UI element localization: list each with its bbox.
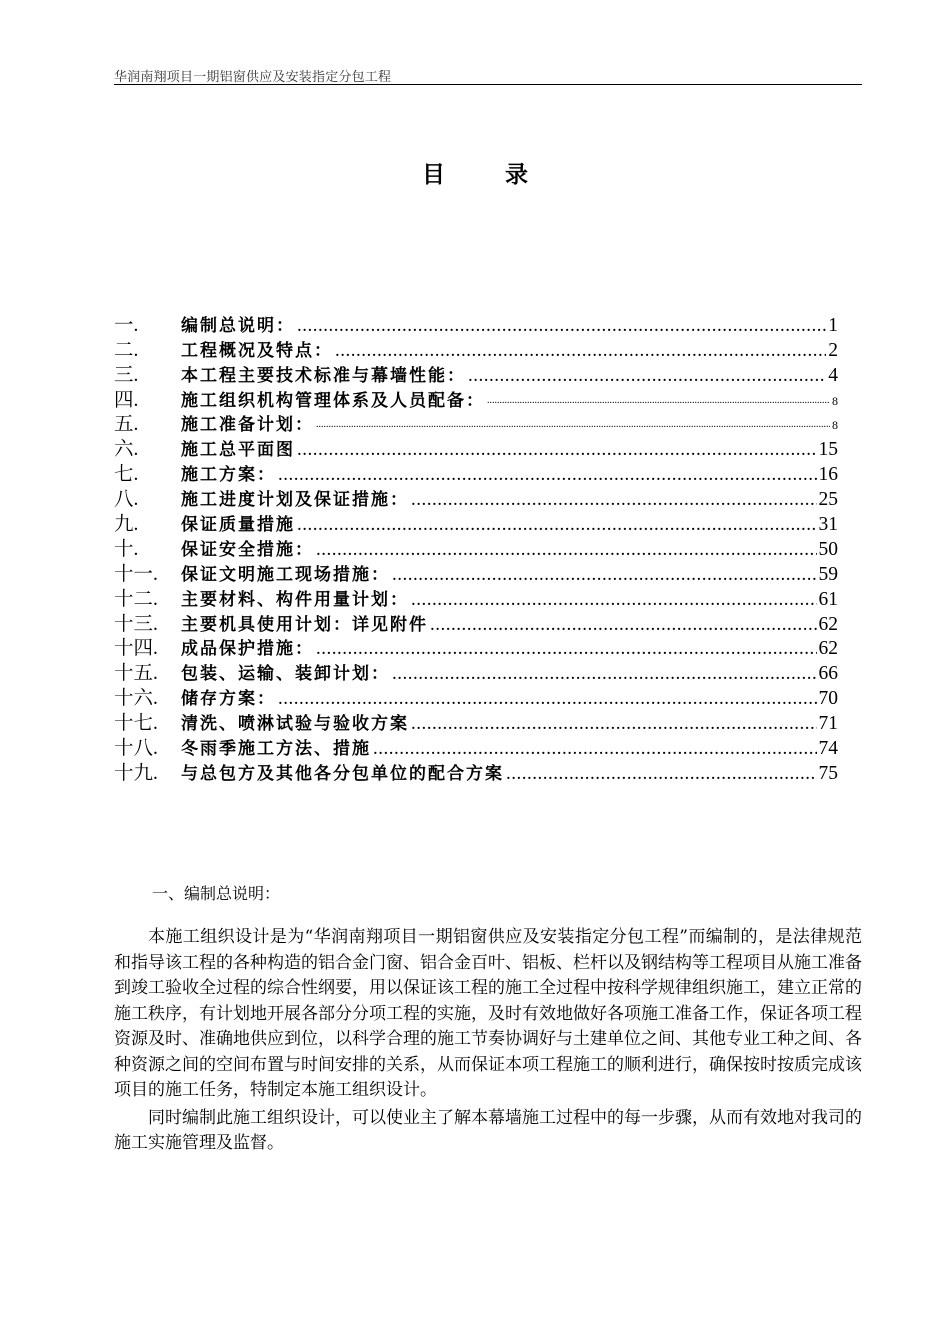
toc-entry-label: 与总包方及其他各分包单位的配合方案 — [181, 763, 504, 784]
toc-dot-leader — [468, 365, 826, 387]
toc-entry[interactable] — [114, 486, 838, 511]
toc-entry-page: 8 — [832, 393, 838, 408]
toc-entry[interactable] — [114, 760, 838, 785]
toc-entry-page: 8 — [832, 418, 838, 433]
toc-entry-page: 59 — [818, 563, 838, 585]
toc-entry-label: 保证文明施工现场措施： — [181, 564, 390, 585]
toc-entry-label: 施工方案： — [181, 465, 276, 486]
toc-entry-number: 五. — [114, 414, 139, 436]
toc-dot-leader — [506, 763, 817, 785]
toc-entry[interactable] — [114, 561, 838, 586]
toc-entry[interactable] — [114, 387, 838, 412]
toc-entry-label: 冬雨季施工方法、措施 — [181, 739, 371, 760]
toc-entry-number: 十二. — [114, 588, 158, 610]
toc-entry-label: 保证安全措施： — [181, 539, 314, 560]
toc-entry-label: 包装、运输、装卸计划： — [181, 664, 390, 685]
toc-dot-leader — [316, 539, 817, 561]
toc-entry-number: 三. — [114, 364, 139, 386]
toc-entry-label: 施工进度计划及保证措施： — [181, 490, 409, 511]
toc-entry-number: 十五. — [114, 663, 158, 685]
body-paragraph: 同时编制此施工组织设计，可以使业主了解本幕墙施工过程中的每一步骤，从而有效地对我司的施工实施管理及监督。 — [114, 1107, 862, 1153]
toc-entry-page: 50 — [818, 538, 838, 560]
toc-entry-page: 16 — [818, 464, 838, 486]
toc-entry[interactable] — [114, 636, 838, 661]
toc-entry-page: 75 — [818, 762, 838, 784]
toc-entry-page: 71 — [818, 713, 838, 735]
toc-entry[interactable] — [114, 312, 838, 337]
toc-entry[interactable] — [114, 461, 838, 486]
toc-entry[interactable] — [114, 511, 838, 536]
toc-dot-leader — [335, 340, 826, 362]
toc-dot-leader — [297, 439, 817, 461]
toc-dot-leader — [297, 514, 817, 536]
toc-dot-leader — [411, 713, 817, 735]
toc-entry-number: 六. — [114, 439, 139, 461]
toc-entry[interactable] — [114, 436, 838, 461]
toc-entry-number: 十一. — [114, 563, 158, 585]
toc-entry-label: 主要机具使用计划：详见附件 — [181, 614, 428, 635]
toc-entry-number: 十八. — [114, 738, 158, 760]
toc-entry[interactable] — [114, 685, 838, 710]
toc-dot-leader — [297, 315, 826, 337]
toc-dot-leader — [430, 614, 817, 636]
toc-entry-page: 2 — [828, 339, 838, 361]
toc-entry-page: 74 — [818, 738, 838, 760]
toc-entry-page: 62 — [818, 638, 838, 660]
toc-dot-leader — [392, 663, 817, 685]
toc-entry-page: 61 — [818, 588, 838, 610]
toc-dot-leader — [278, 464, 817, 486]
page-header — [114, 66, 862, 85]
toc-dot-leader — [487, 390, 830, 412]
toc-dot-leader — [392, 564, 817, 586]
header-title: 华润南翔项目一期铝窗供应及安装指定分包工程 — [114, 70, 392, 85]
toc-entry-number: 十三. — [114, 613, 158, 635]
section-heading: 一、编制总说明： — [152, 884, 281, 903]
toc-entry-label: 成品保护措施： — [181, 639, 314, 660]
toc-entry-page: 4 — [828, 364, 838, 386]
toc-entry-page: 15 — [818, 439, 838, 461]
toc-entry-label: 保证质量措施 — [181, 515, 295, 536]
toc-entry-label: 施工总平面图 — [181, 440, 295, 461]
toc-entry[interactable] — [114, 536, 838, 561]
toc-entry-number: 二. — [114, 339, 139, 361]
toc-entry-number: 一. — [114, 314, 139, 336]
toc-entry[interactable] — [114, 611, 838, 636]
toc-dot-leader — [411, 489, 817, 511]
toc-entry-page: 31 — [818, 514, 838, 536]
toc-entry-label: 施工准备计划： — [181, 415, 314, 436]
toc-entry-label: 施工组织机构管理体系及人员配备： — [181, 390, 485, 411]
toc-entry-number: 十七. — [114, 713, 158, 735]
toc-entry[interactable] — [114, 337, 838, 362]
toc-dot-leader — [373, 738, 817, 760]
toc-entry[interactable] — [114, 362, 838, 387]
toc-entry-number: 七. — [114, 464, 139, 486]
toc-entry-page: 1 — [828, 314, 838, 336]
toc-dot-leader — [316, 638, 817, 660]
toc-dot-leader — [278, 688, 817, 710]
toc-entry-label: 编制总说明： — [181, 315, 295, 336]
toc-entry[interactable] — [114, 735, 838, 760]
toc-entry-page: 70 — [818, 688, 838, 710]
toc-title: 目 录 — [421, 162, 554, 188]
toc-entry-label: 清洗、喷淋试验与验收方案 — [181, 714, 409, 735]
toc-dot-leader — [411, 589, 817, 611]
toc-entry-number: 四. — [114, 389, 139, 411]
toc-entry-number: 十九. — [114, 762, 158, 784]
section-body — [114, 925, 862, 1157]
toc-entry-page: 25 — [818, 489, 838, 511]
toc-entry[interactable] — [114, 412, 838, 437]
body-paragraph: 本施工组织设计是为“华润南翔项目一期铝窗供应及安装指定分包工程”而编制的，是法律规范和指导该工程的各种构造的铝合金门窗、铝合金百叶、铝板、栏杆以及钢结构等工程项目从施工准备到竣工验收全过程的综合性纲要，用以保证该工程的施工全过程中按科学规律组织施工，建立正常的施工秩序，有计划地开展各部分分项工程的实施，及时有效地做好各项施工准备工作，保证各项工程资源及时、准确地供应到位，以科学合理的施工节奏协调好与土建单位之间、其他专业工种之间、各种资源之间的空间布置与时间安排的关系，从而保证本项工程施工的顺利进行，确保按时按质完成该项目的施工任务，特制定本施工组织设计。 — [114, 927, 862, 1100]
toc-entry-number: 十六. — [114, 688, 158, 710]
toc-entry-page: 66 — [818, 663, 838, 685]
toc-entry[interactable] — [114, 660, 838, 685]
table-of-contents — [114, 312, 838, 785]
toc-entry-page: 62 — [818, 613, 838, 635]
toc-entry-label: 主要材料、构件用量计划： — [181, 589, 409, 610]
toc-entry-label: 本工程主要技术标准与幕墙性能： — [181, 365, 466, 386]
toc-entry[interactable] — [114, 586, 838, 611]
toc-entry-number: 十四. — [114, 638, 158, 660]
toc-entry-number: 十. — [114, 538, 139, 560]
toc-entry[interactable] — [114, 710, 838, 735]
toc-entry-number: 九. — [114, 514, 139, 536]
toc-entry-number: 八. — [114, 489, 139, 511]
toc-entry-label: 储存方案： — [181, 689, 276, 710]
toc-dot-leader — [316, 414, 830, 436]
toc-entry-label: 工程概况及特点： — [181, 340, 333, 361]
